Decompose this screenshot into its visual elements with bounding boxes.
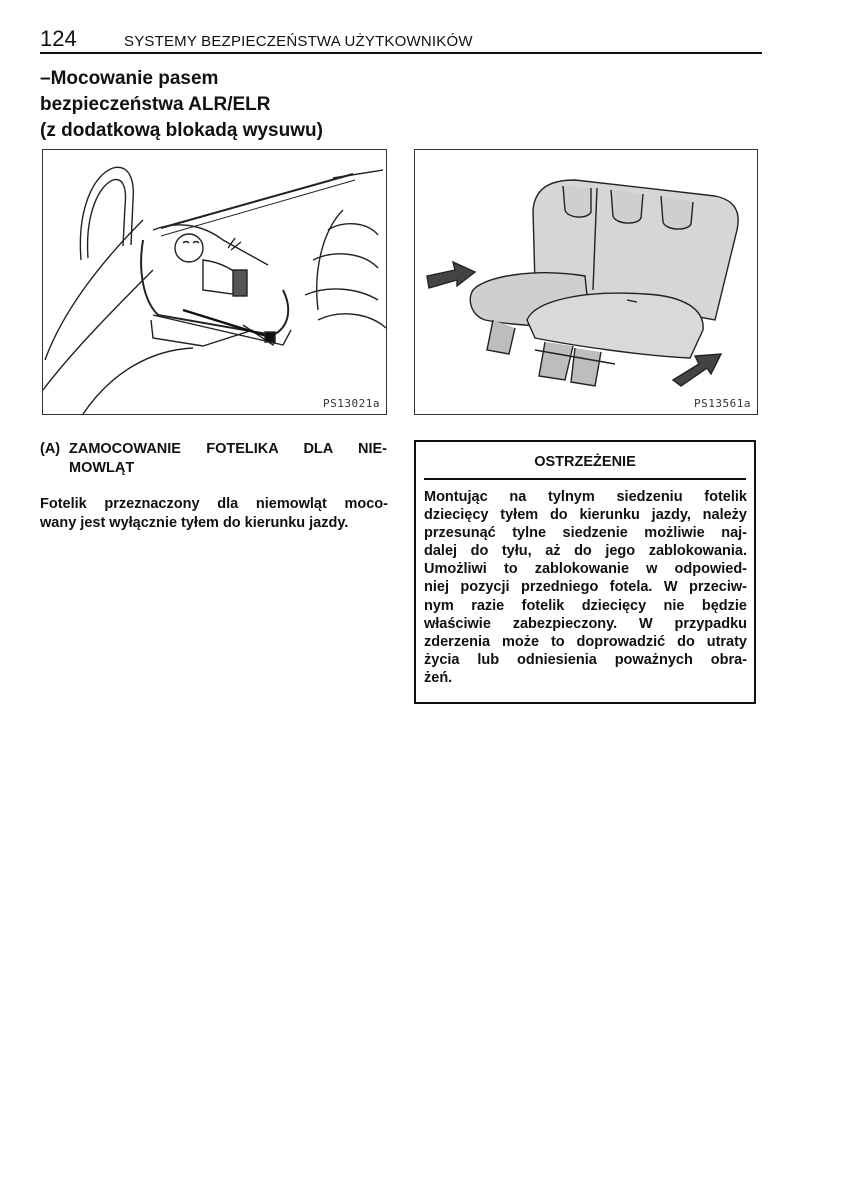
warning-line: życia lub odniesienia poważnych obra- bbox=[424, 651, 747, 668]
body-line: wany jest wyłącznie tyłem do kierunku jazdy. bbox=[40, 515, 349, 531]
item-line: ZAMOCOWANIE FOTELIKA DLA NIE- bbox=[69, 441, 387, 457]
warning-line: nym razie fotelik dziecięcy nie będzie bbox=[424, 597, 747, 614]
infant-seat-illustration bbox=[42, 149, 387, 415]
body-line: Fotelik przeznaczony dla niemowląt moco- bbox=[40, 496, 388, 512]
figure-code-left: PS13021a bbox=[323, 397, 380, 410]
page-header bbox=[40, 24, 762, 54]
warning-line: dalej do tyłu, aż do jego zablokowania. bbox=[424, 543, 747, 560]
item-heading bbox=[69, 440, 387, 478]
item-label: (A) bbox=[40, 441, 61, 457]
rear-seat-illustration bbox=[414, 149, 758, 415]
page-number: 124 bbox=[40, 26, 77, 51]
warning-line: przesunąć tylne siedzenie możliwie naj- bbox=[424, 525, 747, 542]
infant-seat-drawing bbox=[43, 150, 386, 414]
section-title: SYSTEMY BEZPIECZEŃSTWA UŻYTKOWNIKÓW bbox=[124, 33, 473, 50]
page-title bbox=[40, 66, 420, 144]
warning-box bbox=[414, 440, 756, 704]
body-paragraph bbox=[40, 495, 388, 533]
title-line: (z dodatkową blokadą wysuwu) bbox=[40, 120, 323, 141]
warning-line: niej pozycji przedniego fotela. W przeciw- bbox=[424, 579, 747, 596]
warning-line: żeń. bbox=[424, 669, 453, 686]
title-line: –Mocowanie pasem bbox=[40, 68, 219, 89]
warning-line: Montując na tylnym siedzeniu fotelik bbox=[424, 489, 747, 505]
warning-text bbox=[424, 488, 747, 687]
warning-line: Umożliwi to zablokowanie w odpowied- bbox=[424, 561, 747, 578]
warning-line: właściwie zabezpieczony. W przypadku bbox=[424, 615, 747, 632]
title-line: bezpieczeństwa ALR/ELR bbox=[40, 94, 271, 115]
rear-seat-drawing bbox=[415, 150, 757, 414]
warning-line: dziecięcy tyłem do kierunku jazdy, należy bbox=[424, 507, 747, 524]
item-line: MOWLĄT bbox=[69, 460, 135, 476]
figure-code-right: PS13561a bbox=[694, 397, 751, 410]
warning-divider bbox=[424, 478, 746, 480]
warning-title: OSTRZEŻENIE bbox=[534, 454, 636, 470]
warning-line: zderzenia może to doprowadzić do utraty bbox=[424, 633, 747, 650]
